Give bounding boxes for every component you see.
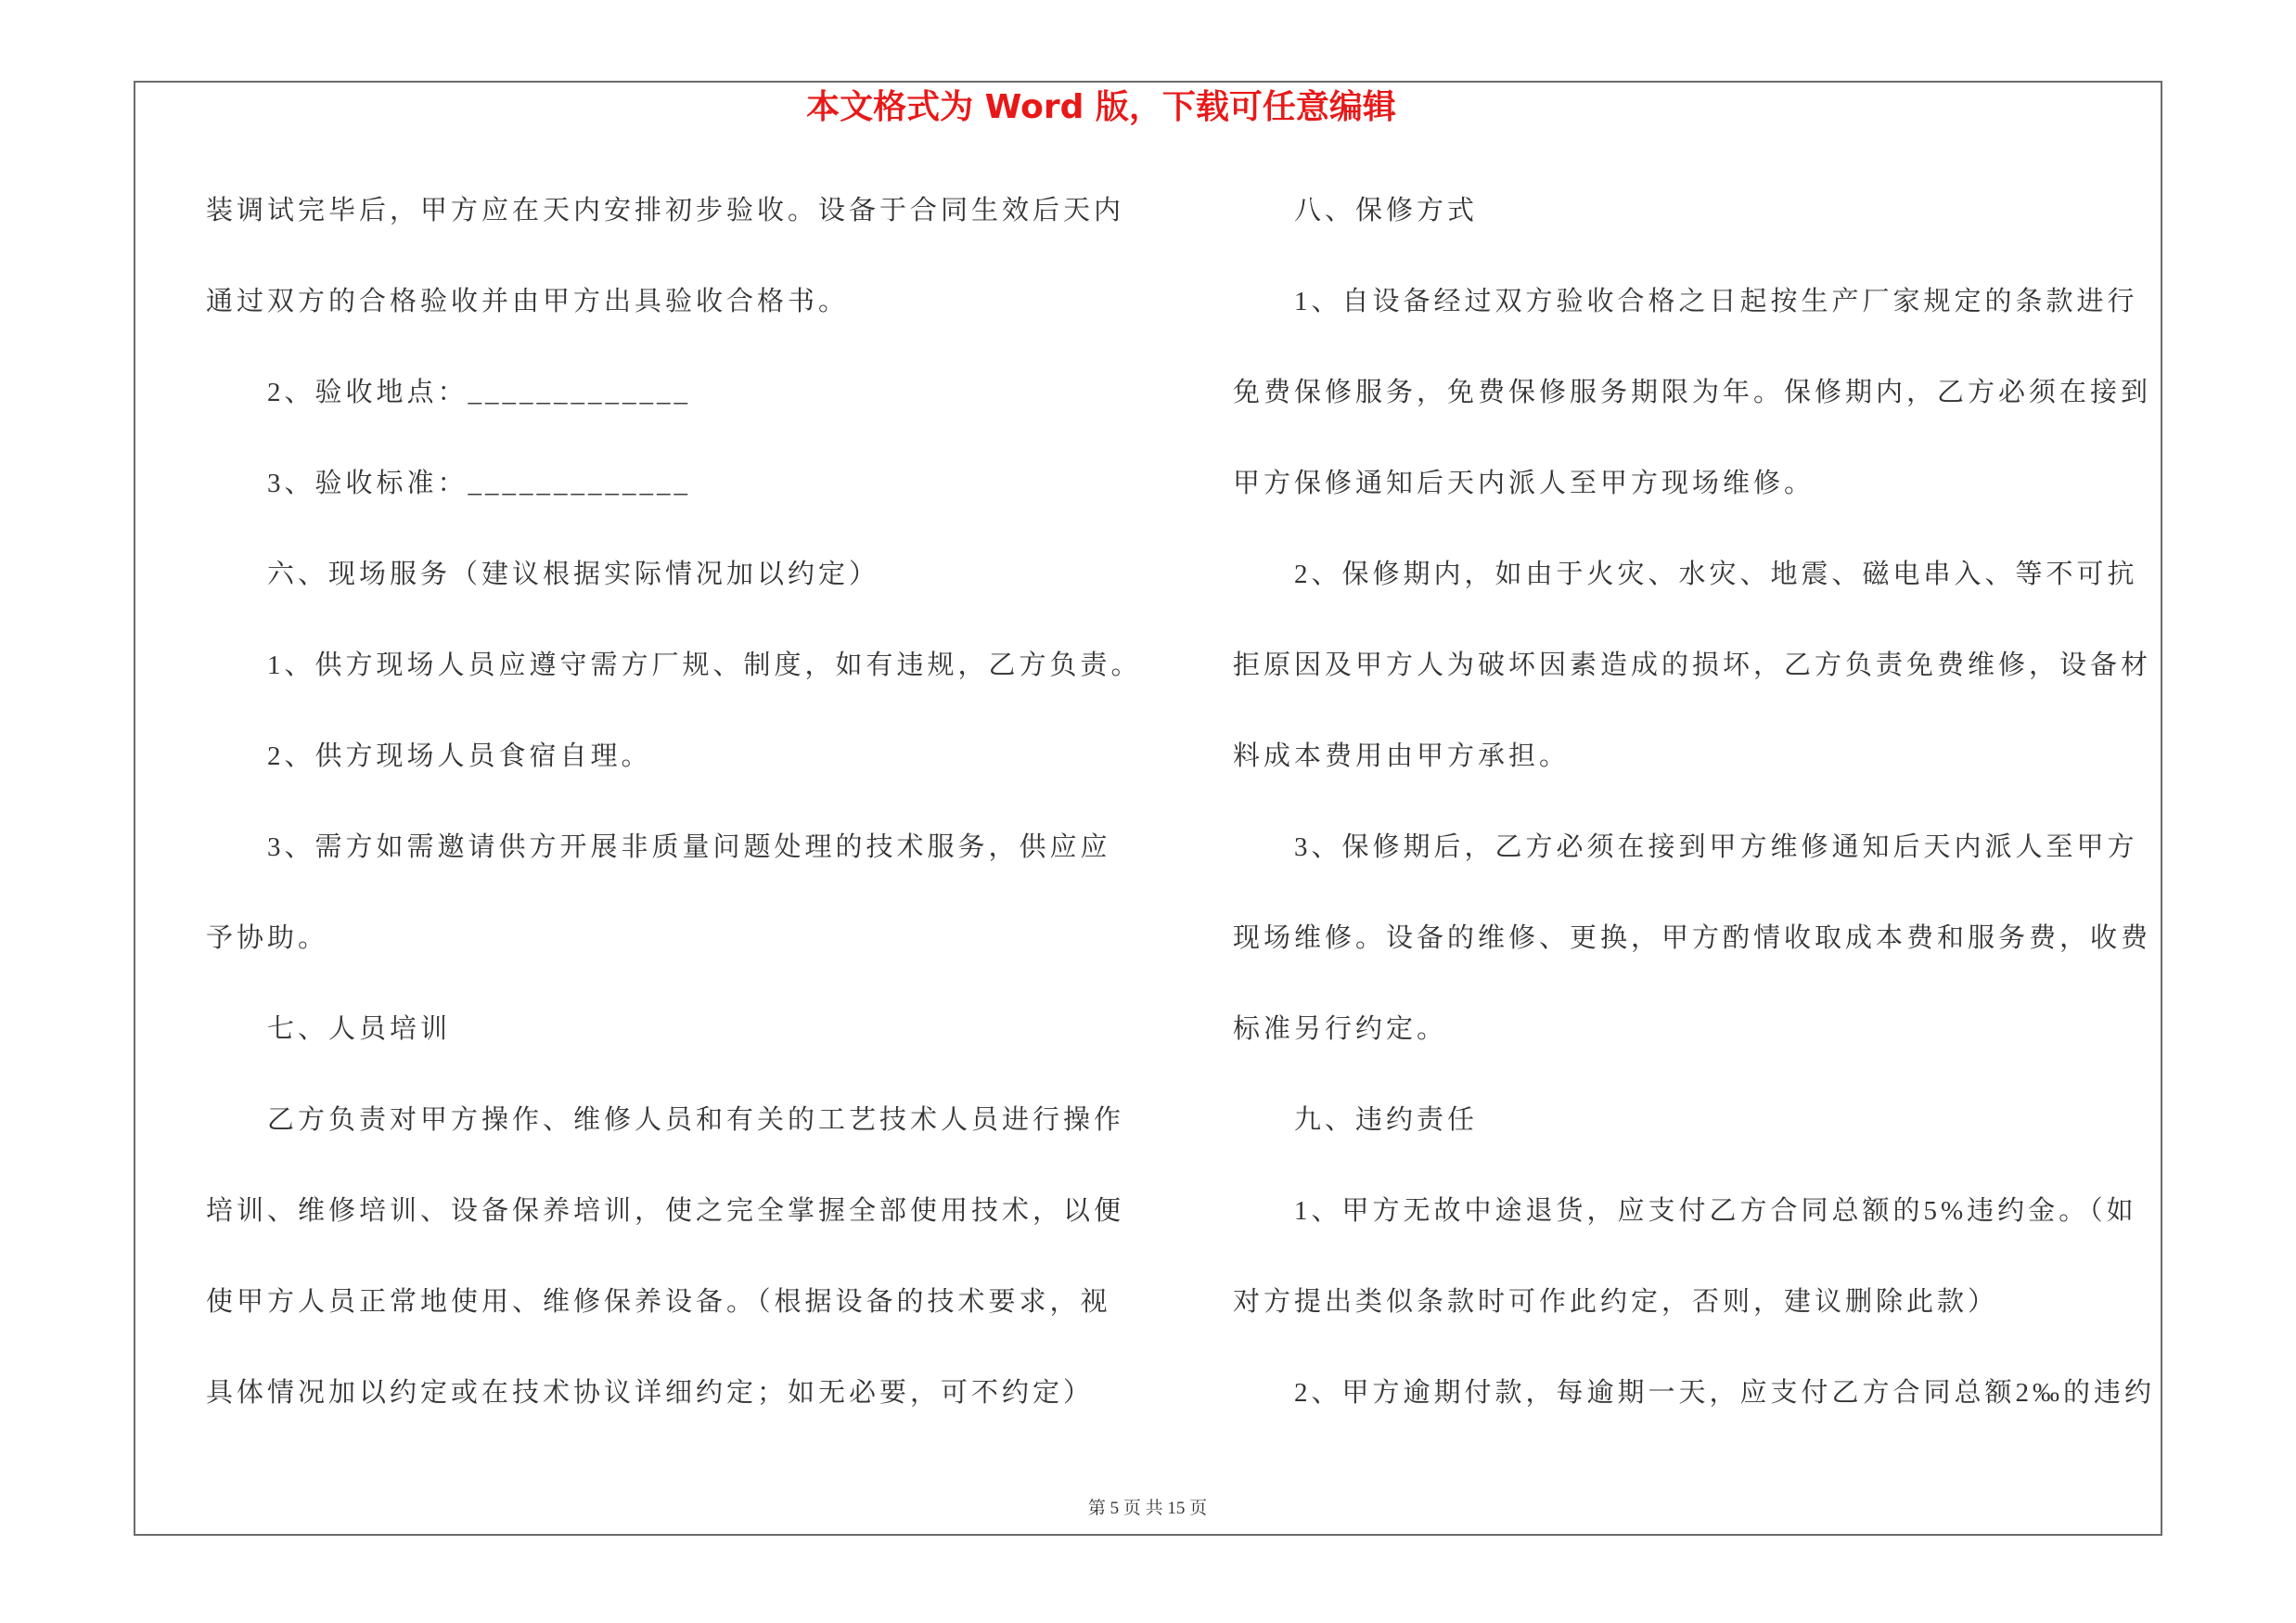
- text-line: 3、保修期后，乙方必须在接到甲方维修通知后天内派人至甲方: [1294, 832, 2138, 862]
- text-line: 料成本费用由甲方承担。: [1233, 741, 1571, 771]
- page-unit: 页: [1122, 1499, 1141, 1518]
- text-line: 1、甲方无故中途退货，应支付乙方合同总额的5%违约金。（如: [1294, 1196, 2137, 1226]
- text-line: 1、供方现场人员应遵守需方厂规、制度，如有违规，乙方负责。: [267, 650, 1142, 680]
- section-heading: 八、保修方式: [1294, 196, 1479, 225]
- text-line: 2、验收地点：_____________: [267, 378, 692, 407]
- text-line: 通过双方的合格验收并由甲方出具验收合格书。: [206, 287, 850, 316]
- text-line: 培训、维修培训、设备保养培训，使之完全掌握全部使用技术，以便: [206, 1196, 1125, 1226]
- section-heading: 七、人员培训: [267, 1014, 452, 1044]
- page-prefix: 第: [1087, 1499, 1106, 1518]
- text-line: 予协助。: [206, 923, 329, 953]
- page-number-total: 15: [1167, 1499, 1186, 1518]
- left-column: [206, 165, 1180, 1438]
- text-line: 乙方负责对甲方操作、维修人员和有关的工艺技术人员进行操作: [267, 1105, 1125, 1135]
- text-line: 标准另行约定。: [1233, 1014, 1448, 1044]
- text-line: 甲方保修通知后天内派人至甲方现场维修。: [1233, 469, 1815, 498]
- text-line: 免费保修服务，免费保修服务期限为年。保修期内，乙方必须在接到: [1233, 378, 2152, 407]
- right-column: [1233, 165, 2161, 1438]
- page-number-current: 5: [1110, 1499, 1120, 1518]
- format-notice: 本文格式为 Word 版，下载可任意编辑: [806, 88, 1396, 126]
- text-line: 2、供方现场人员食宿自理。: [267, 741, 652, 771]
- text-line: 3、需方如需邀请供方开展非质量问题处理的技术服务，供应应: [267, 832, 1111, 862]
- section-heading: 九、违约责任: [1294, 1105, 1479, 1135]
- text-line: 拒原因及甲方人为破坏因素造成的损坏，乙方负责免费维修，设备材: [1233, 650, 2152, 680]
- text-line: 使甲方人员正常地使用、维修保养设备。（根据设备的技术要求，视: [206, 1287, 1111, 1317]
- text-line: 3、验收标准：_____________: [267, 469, 692, 498]
- text-line: 现场维修。设备的维修、更换，甲方酌情收取成本费和服务费，收费: [1233, 923, 2152, 953]
- text-line: 2、甲方逾期付款，每逾期一天，应支付乙方合同总额2‰的违约: [1294, 1378, 2156, 1408]
- text-line: 装调试完毕后，甲方应在天内安排初步验收。设备于合同生效后天内: [206, 196, 1125, 225]
- total-unit: 页: [1189, 1499, 1208, 1518]
- page-footer: [962, 1498, 1333, 1520]
- text-line: 对方提出类似条款时可作此约定，否则，建议删除此款）: [1233, 1287, 1999, 1317]
- text-line: 2、保修期内，如由于火灾、水灾、地震、磁电串入、等不可抗: [1294, 560, 2138, 589]
- section-heading: 六、现场服务（建议根据实际情况加以约定）: [267, 560, 880, 589]
- total-prefix: 共: [1145, 1499, 1163, 1518]
- text-line: 具体情况加以约定或在技术协议详细约定；如无必要，可不约定）: [206, 1378, 1095, 1408]
- text-line: 1、自设备经过双方验收合格之日起按生产厂家规定的条款进行: [1294, 287, 2138, 316]
